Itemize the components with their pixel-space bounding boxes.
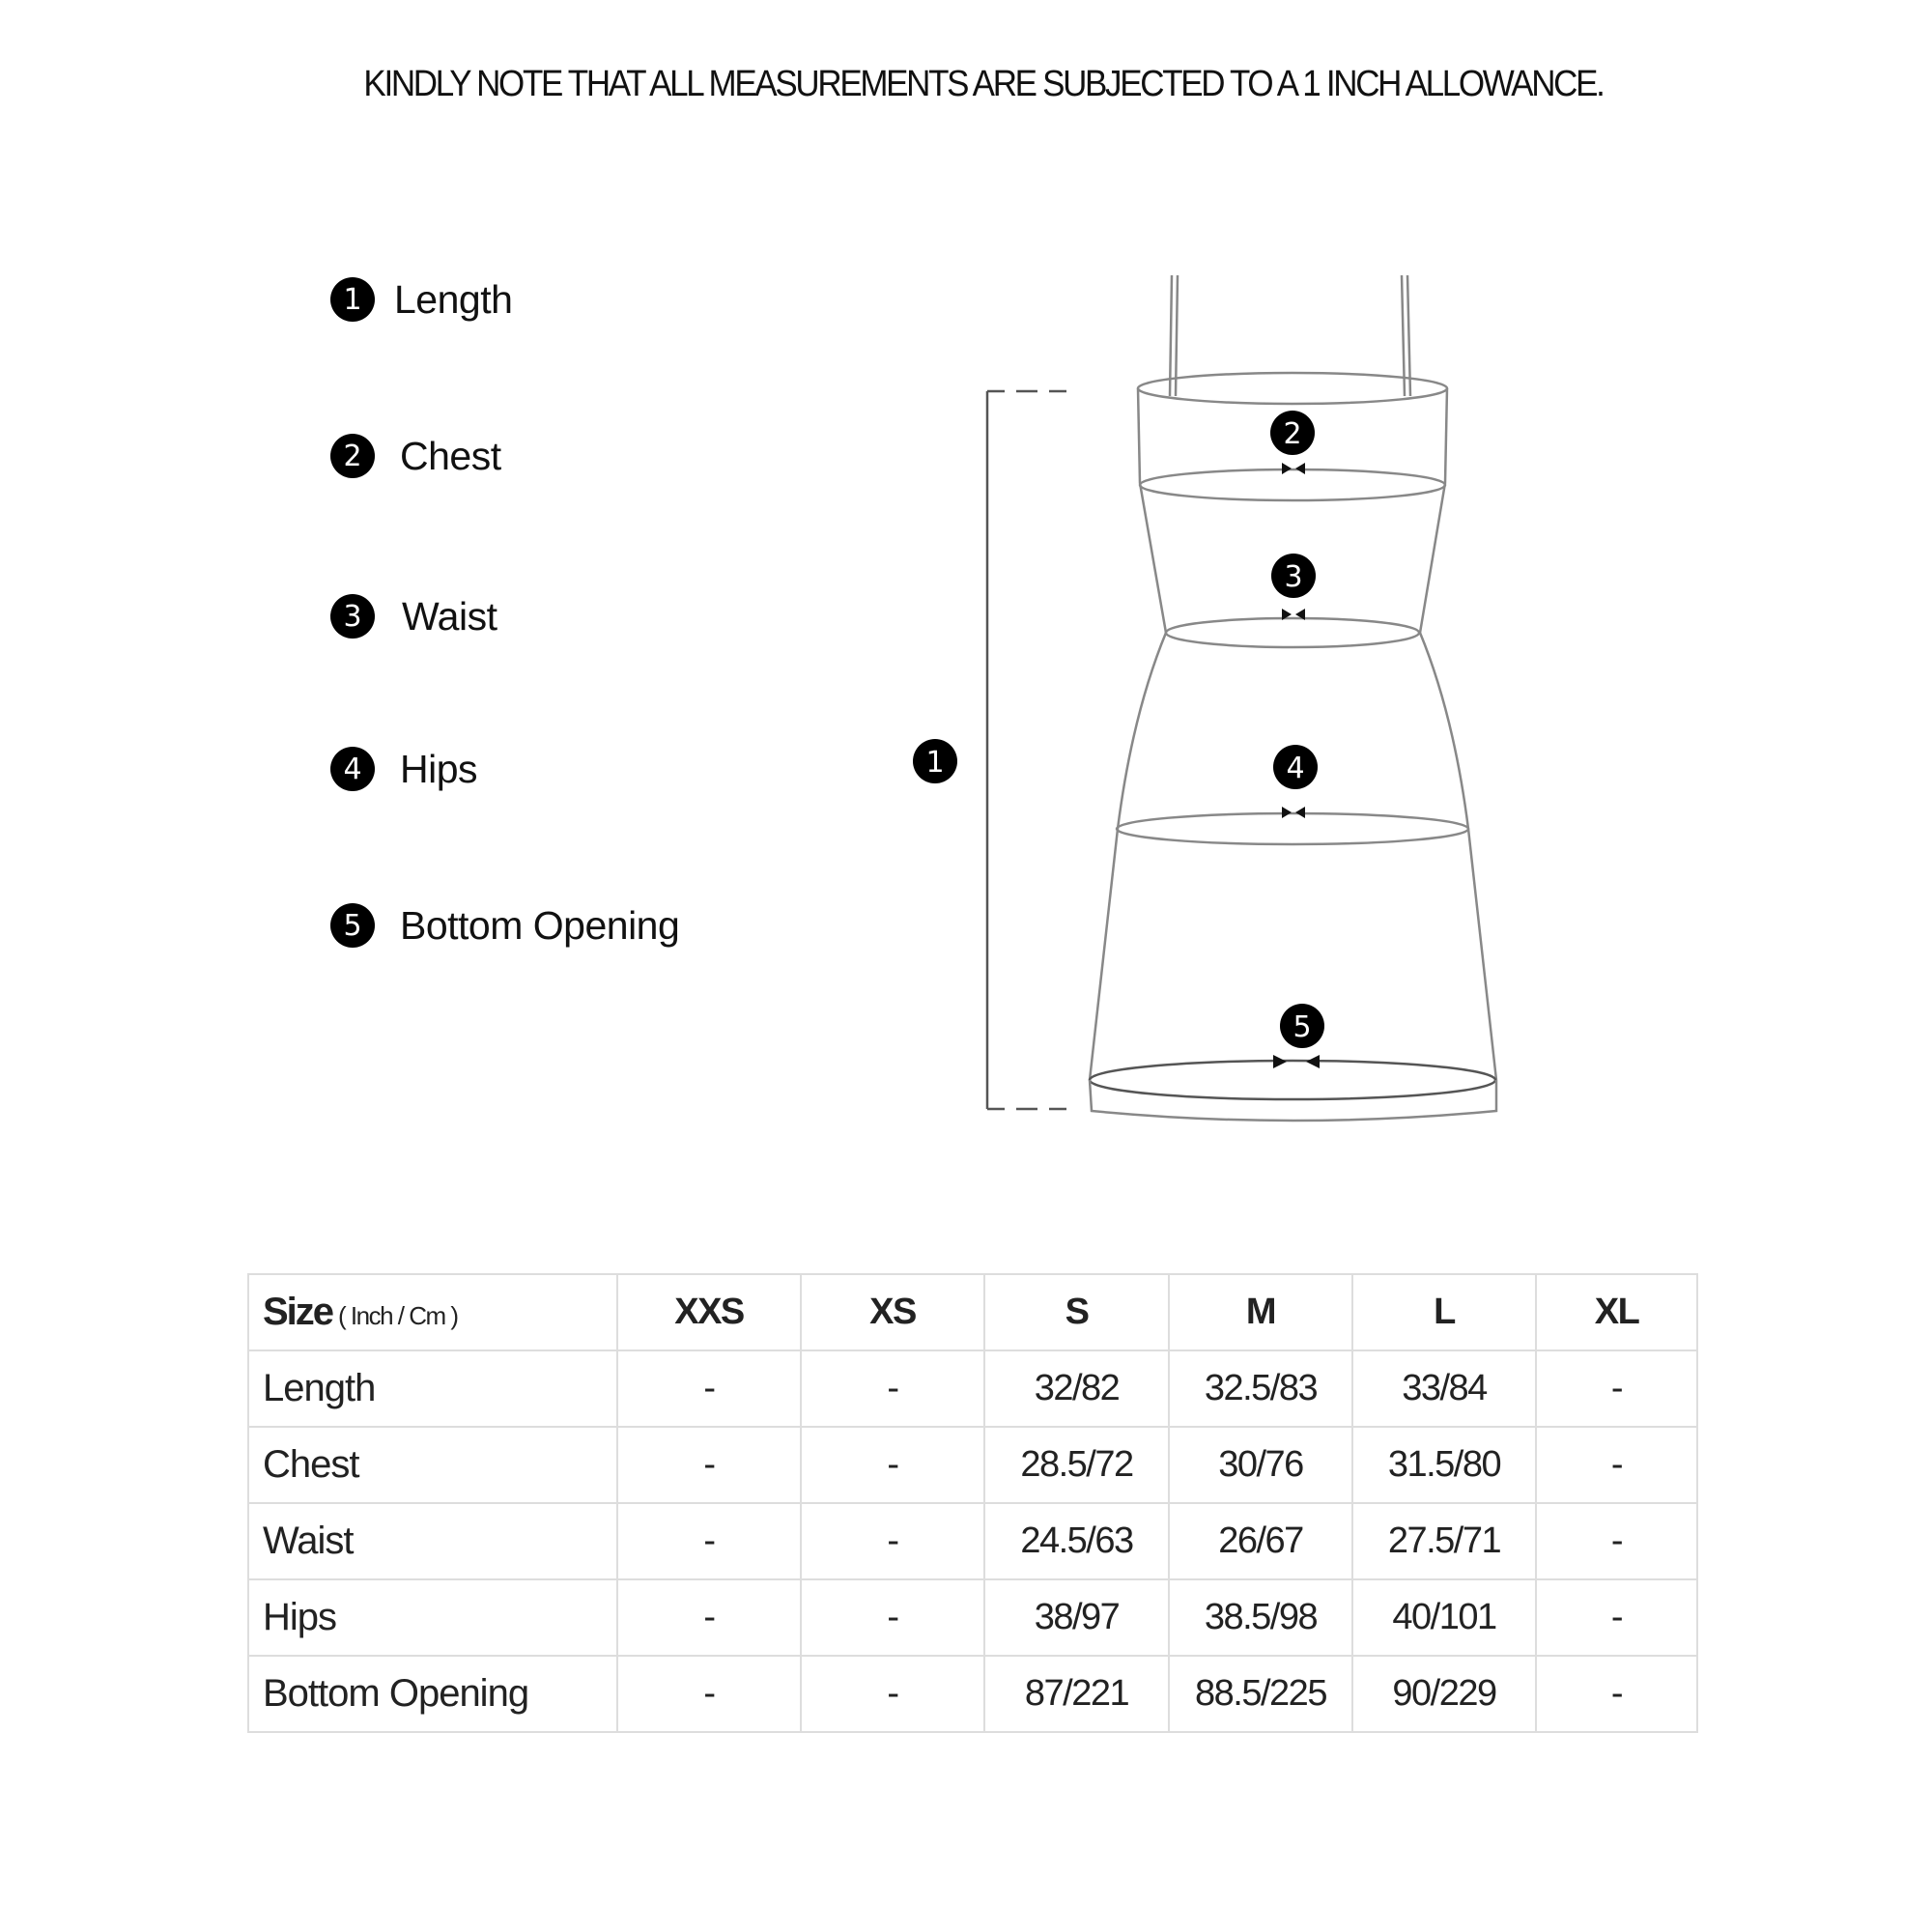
hips-marker-number: 4 [1286, 752, 1305, 785]
table-cell: - [1536, 1656, 1697, 1732]
neckline [1138, 373, 1447, 404]
table-cell: - [1536, 1427, 1697, 1503]
legend-label: Chest [400, 433, 501, 478]
table-cell: - [1536, 1579, 1697, 1656]
table-row [248, 1579, 1697, 1656]
row-label: Length [248, 1350, 617, 1427]
table-row [248, 1503, 1697, 1579]
column-header-s: S [984, 1274, 1169, 1350]
table-cell: - [1536, 1350, 1697, 1427]
table-cell: - [617, 1350, 801, 1427]
size-corner-header [248, 1274, 617, 1350]
table-row [248, 1656, 1697, 1732]
table-cell: 40/101 [1352, 1579, 1536, 1656]
skirt-left [1090, 633, 1166, 1080]
skirt-right [1420, 633, 1496, 1080]
column-header-xl: XL [1536, 1274, 1697, 1350]
table-cell: 28.5/72 [984, 1427, 1169, 1503]
table-cell: - [617, 1579, 801, 1656]
chest-marker-number: 2 [1283, 417, 1302, 451]
size-chart-table [247, 1273, 1698, 1733]
column-header-m: M [1169, 1274, 1352, 1350]
unit-label: ( Inch / Cm ) [338, 1301, 458, 1330]
table-cell: 87/221 [984, 1656, 1169, 1732]
number-badge-4-icon: 4 [330, 747, 375, 791]
waist-marker-number: 3 [1284, 560, 1303, 594]
hips-line [1117, 813, 1468, 844]
chest-line [1140, 469, 1445, 500]
table-cell: 32.5/83 [1169, 1350, 1352, 1427]
bottom-opening-marker-number: 5 [1293, 1010, 1312, 1044]
table-cell: 38.5/98 [1169, 1579, 1352, 1656]
row-label: Bottom Opening [248, 1656, 617, 1732]
bodice-left [1138, 388, 1166, 633]
table-cell: - [801, 1427, 984, 1503]
table-cell: 30/76 [1169, 1427, 1352, 1503]
table-cell: - [617, 1427, 801, 1503]
table-cell: - [617, 1503, 801, 1579]
table-cell: 33/84 [1352, 1350, 1536, 1427]
table-cell: 90/229 [1352, 1656, 1536, 1732]
number-badge-2-icon: 2 [330, 434, 375, 478]
number-badge-5-icon: 5 [330, 903, 375, 948]
row-label: Waist [248, 1503, 617, 1579]
number-badge-1-icon: 1 [330, 277, 375, 322]
length-marker-number: 1 [925, 746, 945, 780]
legend-label: Waist [402, 593, 497, 639]
table-cell: 38/97 [984, 1579, 1169, 1656]
waist-line [1166, 618, 1419, 647]
column-header-xxs: XXS [617, 1274, 801, 1350]
bodice-right [1420, 388, 1447, 633]
table-cell: - [1536, 1503, 1697, 1579]
legend-label: Hips [400, 746, 478, 791]
table-row [248, 1427, 1697, 1503]
row-label: Hips [248, 1579, 617, 1656]
table-cell: - [801, 1579, 984, 1656]
hem-line [1090, 1061, 1495, 1099]
column-header-l: L [1352, 1274, 1536, 1350]
legend-label: Bottom Opening [400, 902, 680, 948]
table-cell: - [617, 1656, 801, 1732]
table-cell: - [801, 1503, 984, 1579]
table-cell: 88.5/225 [1169, 1656, 1352, 1732]
size-label: Size [263, 1291, 333, 1333]
allowance-notice: KINDLY NOTE THAT ALL MEASUREMENTS ARE SUBJECTED TO A 1 INCH ALLOWANCE. [363, 64, 1604, 104]
table-row [248, 1350, 1697, 1427]
table-header-row [248, 1274, 1697, 1350]
table-cell: - [801, 1350, 984, 1427]
legend-label: Length [394, 276, 513, 322]
column-header-xs: XS [801, 1274, 984, 1350]
table-cell: 27.5/71 [1352, 1503, 1536, 1579]
number-badge-3-icon: 3 [330, 594, 375, 639]
table-cell: 24.5/63 [984, 1503, 1169, 1579]
table-cell: - [801, 1656, 984, 1732]
row-label: Chest [248, 1427, 617, 1503]
table-cell: 31.5/80 [1352, 1427, 1536, 1503]
table-cell: 26/67 [1169, 1503, 1352, 1579]
table-cell: 32/82 [984, 1350, 1169, 1427]
